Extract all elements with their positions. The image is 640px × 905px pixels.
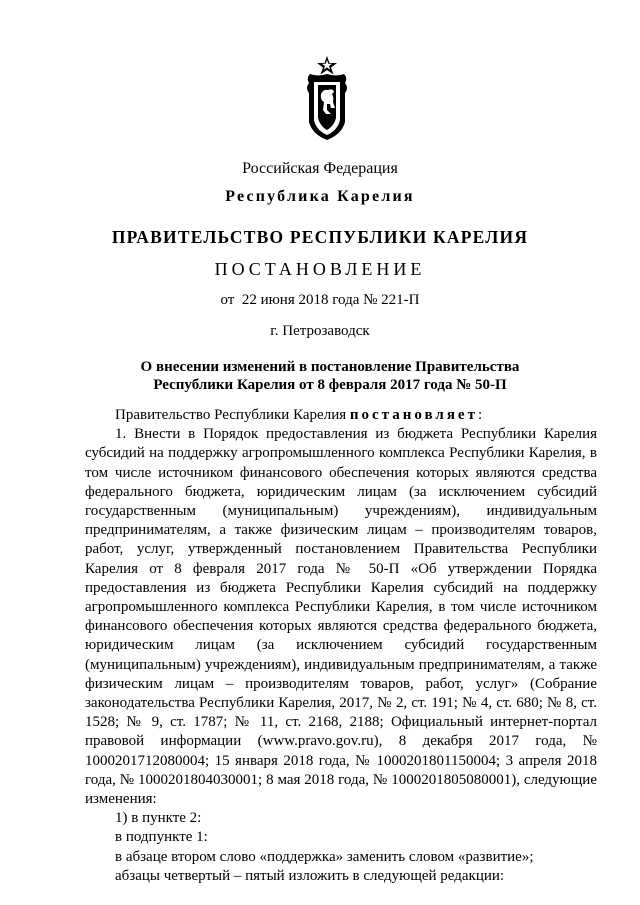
document-body — [85, 406, 597, 886]
star-icon — [317, 56, 337, 75]
country-name: Российская Федерация — [242, 160, 398, 177]
document-city: г. Петрозаводск — [270, 323, 370, 339]
document-date-number: от 22 июня 2018 года № 221-П — [220, 292, 420, 308]
subitem-line: 1) в пункте 2: — [115, 810, 202, 827]
intro-suffix: : — [477, 407, 483, 423]
document-title — [100, 358, 560, 394]
intro-paragraph — [85, 406, 597, 425]
government-name: ПРАВИТЕЛЬСТВО РЕСПУБЛИКИ КАРЕЛИЯ — [111, 227, 529, 247]
coat-of-arms-emblem — [300, 52, 354, 142]
title-line-2: Республики Карелия от 8 февраля 2017 года № 50-П — [153, 377, 507, 393]
subitem-line: в подпункте 1: — [115, 829, 208, 846]
subitem-line: в абзаце втором слово «поддержка» заменить словом «развитие»; — [115, 848, 534, 865]
document-type: ПОСТАНОВЛЕНИЕ — [214, 259, 426, 279]
title-line-1: О внесении изменений в постановление Правительства — [140, 359, 520, 375]
subitem-line: абзацы четвертый – пятый изложить в следующей редакции: — [115, 867, 505, 884]
republic-name: Республика Карелия — [225, 188, 415, 205]
intro-prefix: Правительство Республики Карелия — [115, 407, 350, 423]
decree-word: постановляет — [349, 407, 478, 423]
item-1-paragraph: 1. Внести в Порядок предоставления из бюджета Республики Карелия субсидий на поддержку агропромышленного комплекса Республики Карелия, в том числе источником финансового обеспечения которых являются средства федерального бюджета, юридическим лицам (за исключением субсидий государственным (муниципальным) учреждениям), индивидуальным предпринимателям, а также физическим лицам – производителям товаров, работ, услуг, утвержденный постановлением Правительства Республики Карелия от 8 февраля 2017 года № 50-П «Об утверждении Порядка предоставления из бюджета Республики Карелия субсидий на поддержку агропромышленного комплекса Республики Карелия, в том числе источником финансового обеспечения которых являются средства федерального бюджета, юридическим лицам (за исключением субсидий государственным (муниципальным) учреждениям), индивидуальным предпринимателям, а также физическим лицам – производителям товаров, работ, услуг» (Собрание законодательства Республики Карелия, 2017, № 2, ст. 191; № 4, ст. 680; № 8, ст. 1528; № 9, ст. 1787; № 11, ст. 2168, 2188; Официальный интернет-портал правовой информации (www.pravo.gov.ru), 8 декабря 2017 года, № 1000201712080004; 15 января 2018 года, № 1000201801150004; 3 апреля 2018 года, № 1000201804030001; 8 мая 2018 года, № 1000201805080001), следующие изменения: — [85, 426, 597, 808]
